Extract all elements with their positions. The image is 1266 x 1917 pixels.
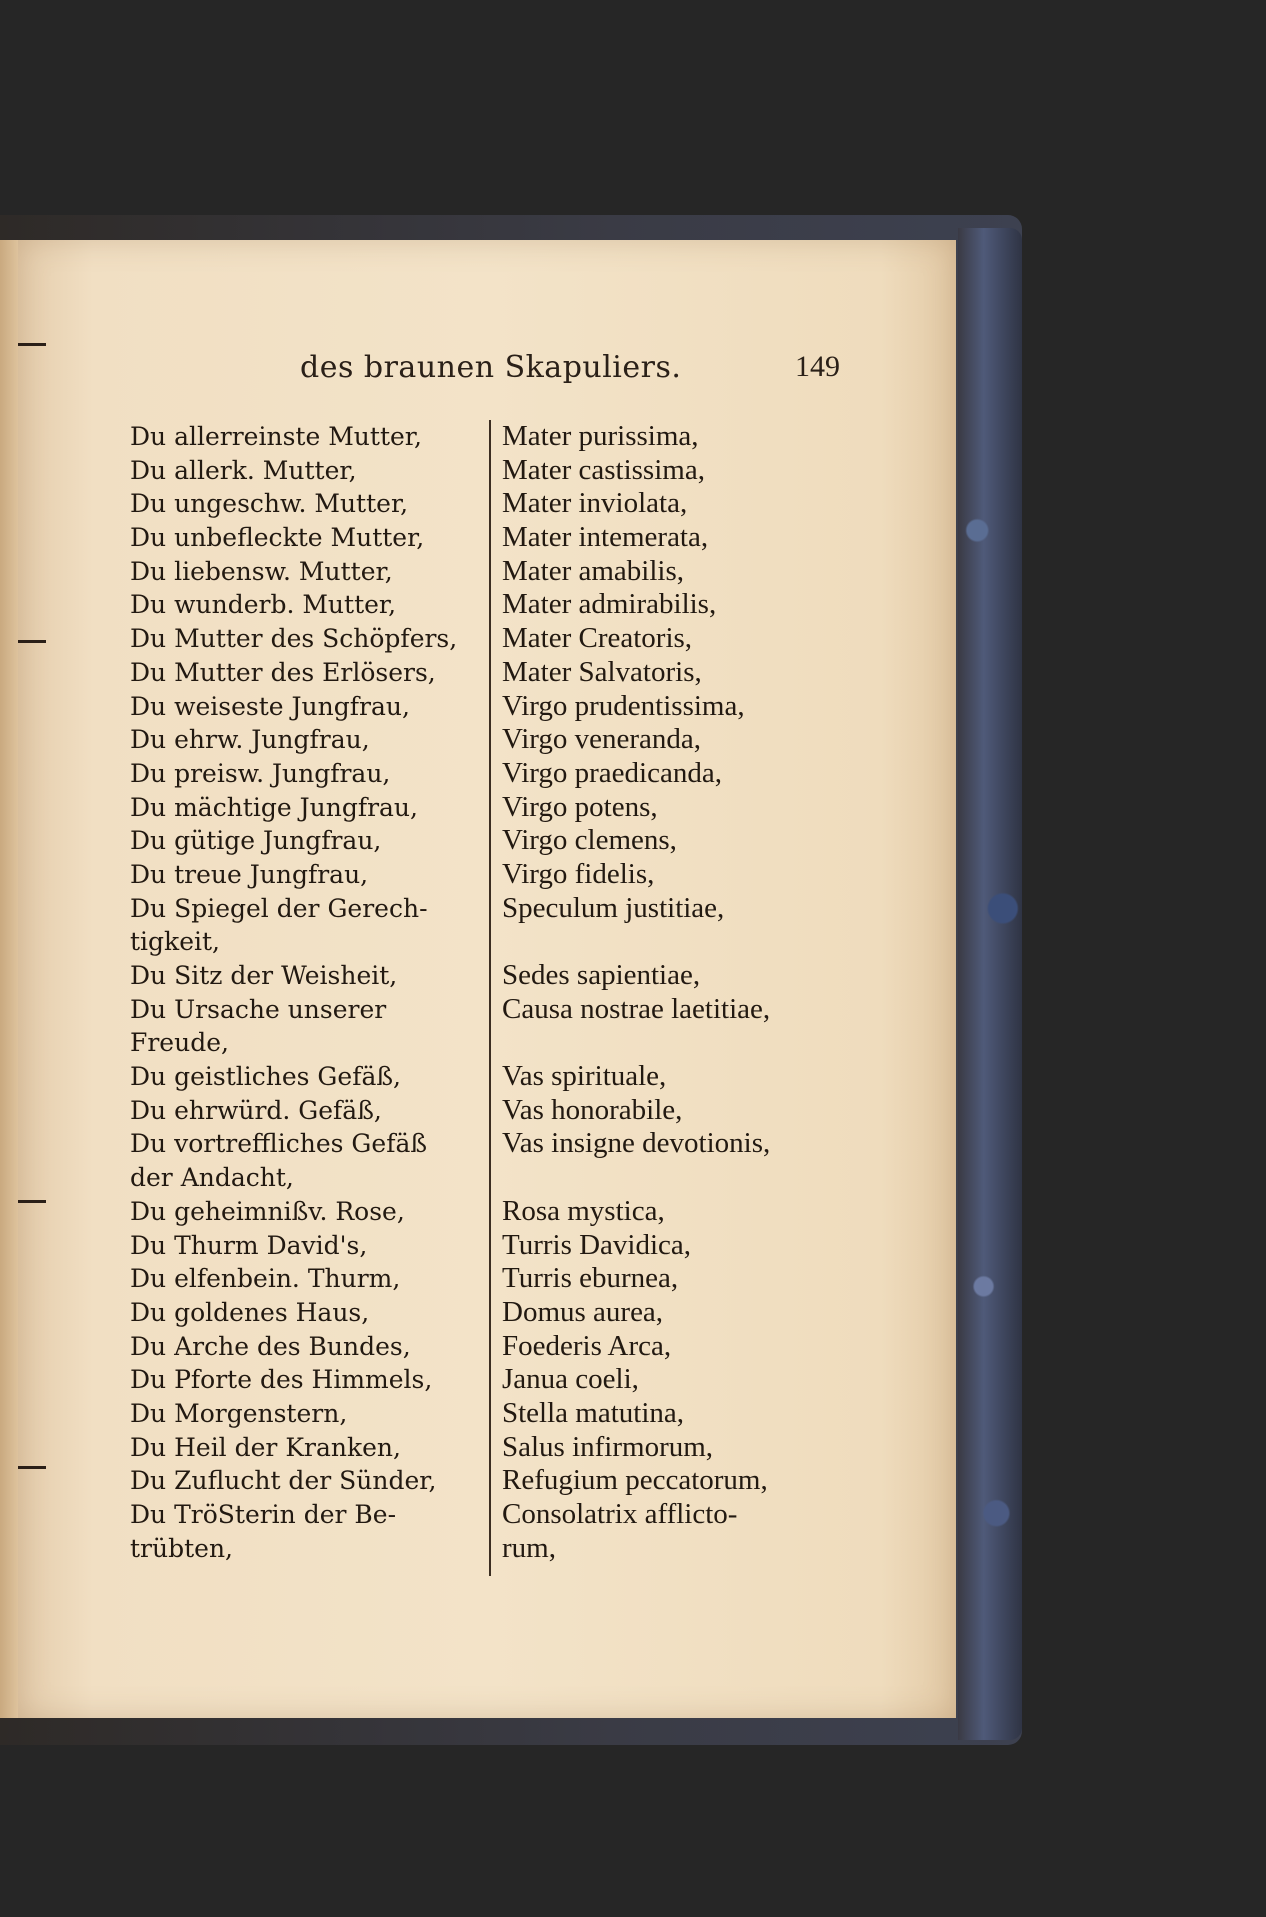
latin-litany-line: Stella matutina, <box>502 1396 685 1429</box>
german-litany-line: Du Heil der Kranken, <box>130 1432 401 1462</box>
page-tick-mark <box>18 1466 46 1469</box>
german-litany-line: Du Zuflucht der Sünder, <box>130 1466 437 1496</box>
latin-litany-line: Vas insigne devotionis, <box>502 1127 771 1160</box>
latin-litany-line: Speculum justitiae, <box>502 891 725 924</box>
latin-litany-line: Mater inviolata, <box>502 487 688 520</box>
latin-litany-line: Virgo praedicanda, <box>502 756 722 789</box>
german-litany-line: Du treue Jungfrau, <box>130 859 369 889</box>
latin-litany-line: Mater Salvatoris, <box>502 655 702 688</box>
running-head <box>300 350 860 390</box>
page-number: 149 <box>795 350 840 383</box>
latin-litany-line: Refugium peccatorum, <box>502 1464 768 1497</box>
latin-litany-line <box>502 1026 862 1060</box>
marbled-book-edge <box>958 228 1022 1740</box>
latin-litany-line: Virgo veneranda, <box>502 723 702 756</box>
latin-litany-line: Mater purissima, <box>502 420 699 452</box>
german-litany-line: Du allerk. Mutter, <box>130 455 357 485</box>
german-litany-line: Du Morgenstern, <box>130 1398 348 1428</box>
latin-litany-line: rum, <box>502 1531 556 1564</box>
latin-column <box>502 420 862 1565</box>
latin-litany-line: Turris eburnea, <box>502 1262 679 1295</box>
german-litany-line: Du Pforte des Himmels, <box>130 1365 433 1395</box>
latin-litany-line: Consolatrix afflicto- <box>502 1498 738 1530</box>
german-litany-line: Du allerreinste Mutter, <box>130 422 422 451</box>
page-tick-mark <box>18 1200 46 1203</box>
german-litany-line: Du ehrw. Jungfrau, <box>130 725 370 755</box>
latin-litany-line: Mater Creatoris, <box>502 622 693 655</box>
latin-litany-line: Sedes sapientiae, <box>502 959 701 991</box>
column-divider <box>489 420 491 1576</box>
german-litany-line: Du ungeschw. Mutter, <box>130 489 409 519</box>
german-litany-line: Du elfenbein. Thurm, <box>130 1264 401 1294</box>
german-litany-line: Du Mutter des Schöpfers, <box>130 624 458 654</box>
german-litany-line: Freude, <box>130 1028 229 1058</box>
german-litany-line: Du preisw. Jungfrau, <box>130 758 391 788</box>
latin-litany-line: Virgo prudentissima, <box>502 689 745 722</box>
german-litany-line: Du weiseste Jungfrau, <box>130 691 410 721</box>
latin-litany-line: Causa nostrae laetitiae, <box>502 992 771 1025</box>
german-litany-line: Du geheimnißv. Rose, <box>130 1196 405 1226</box>
german-litany-line: trübten, <box>130 1533 233 1563</box>
latin-litany-line: Turris Davidica, <box>502 1228 692 1261</box>
latin-litany-line: Vas spirituale, <box>502 1060 667 1093</box>
latin-litany-line: Mater amabilis, <box>502 554 685 587</box>
latin-litany-line: Mater castissima, <box>502 453 705 486</box>
latin-litany-line: Mater admirabilis, <box>502 588 717 621</box>
german-litany-line: Du wunderb. Mutter, <box>130 590 397 620</box>
german-litany-line: Du vortreffliches Gefäß <box>130 1129 428 1159</box>
latin-litany-line: Vas honorabile, <box>502 1093 683 1126</box>
german-litany-line: Du geistliches Gefäß, <box>130 1062 401 1092</box>
latin-litany-line: Domus aurea, <box>502 1295 664 1328</box>
german-litany-line: Du Sitz der Weisheit, <box>130 961 398 990</box>
german-litany-line: Du unbefleckte Mutter, <box>130 523 425 553</box>
latin-litany-line: Foederis Arca, <box>502 1329 672 1362</box>
german-column <box>130 420 482 1565</box>
latin-litany-line: Salus infirmorum, <box>502 1430 714 1463</box>
page-tick-mark <box>18 640 46 643</box>
german-litany-line: Du goldenes Haus, <box>130 1297 370 1327</box>
german-litany-line: Du ehrwürd. Gefäß, <box>130 1095 382 1125</box>
latin-litany-line: Virgo fidelis, <box>502 857 655 890</box>
page-tick-mark <box>18 343 46 346</box>
latin-litany-line <box>502 925 862 959</box>
german-litany-line: Du Spiegel der Gerech- <box>130 893 428 923</box>
german-litany-line: Du Ursache unserer <box>130 994 387 1024</box>
latin-litany-line: Virgo potens, <box>502 790 658 823</box>
german-litany-line: Du Thurm David's, <box>130 1230 368 1260</box>
german-litany-line: Du Mutter des Erlösers, <box>130 657 436 687</box>
german-litany-line: Du TröSterin der Be- <box>130 1500 397 1529</box>
german-litany-line: Du mächtige Jungfrau, <box>130 792 418 822</box>
latin-litany-line: Rosa mystica, <box>502 1194 665 1227</box>
running-title: des braunen Skapuliers. <box>300 350 682 385</box>
german-litany-line: der Andacht, <box>130 1163 294 1193</box>
german-litany-line: tigkeit, <box>130 927 220 957</box>
german-litany-line: Du Arche des Bundes, <box>130 1331 411 1361</box>
german-litany-line: Du liebensw. Mutter, <box>130 556 393 586</box>
latin-litany-line: Janua coeli, <box>502 1363 639 1396</box>
latin-litany-line: Mater intemerata, <box>502 521 709 554</box>
german-litany-line: Du gütige Jungfrau, <box>130 826 382 856</box>
latin-litany-line: Virgo clemens, <box>502 824 677 857</box>
latin-litany-line <box>502 1161 862 1195</box>
